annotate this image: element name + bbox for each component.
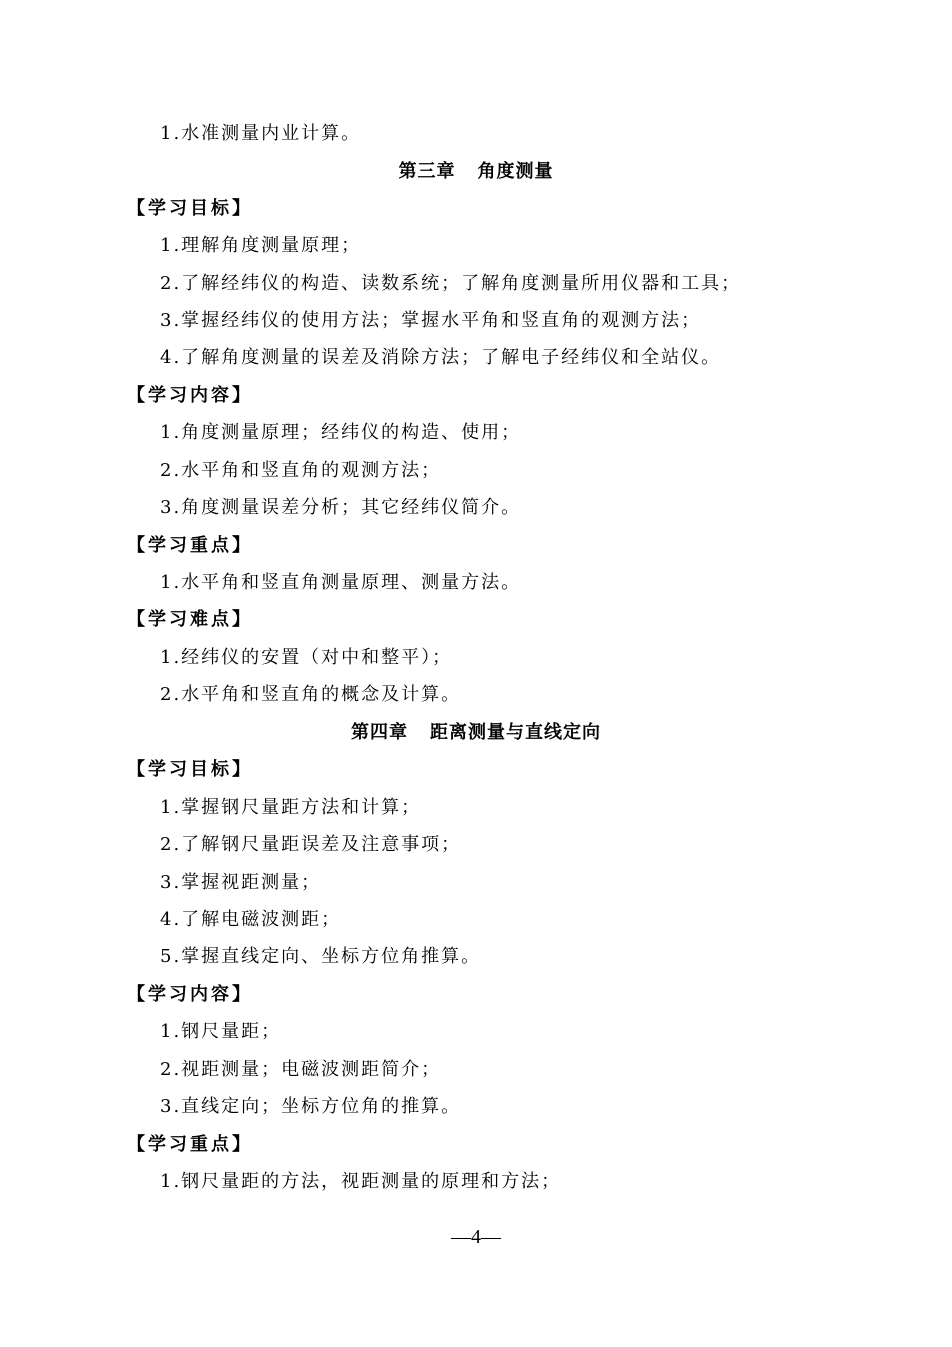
chapter-number: 第四章 (351, 722, 408, 743)
list-item: 1.掌握钢尺量距方法和计算； (160, 797, 422, 818)
list-item: 1.水准测量内业计算。 (160, 123, 362, 144)
list-item: 3.角度测量误差分析；其它经纬仪简介。 (160, 497, 522, 518)
list-item: 1.角度测量原理；经纬仪的构造、使用； (160, 422, 522, 443)
list-item: 2.视距测量；电磁波测距简介； (160, 1059, 442, 1080)
list-item: 1.钢尺量距； (160, 1021, 282, 1042)
list-item: 1.经纬仪的安置（对中和整平）； (160, 647, 453, 668)
list-item: 4.了解电磁波测距； (160, 909, 342, 930)
chapter-name: 角度测量 (477, 161, 554, 182)
list-item: 2.水平角和竖直角的观测方法； (160, 460, 442, 481)
chapter-title (0, 160, 952, 184)
section-heading: 【学习内容】 (127, 385, 253, 406)
list-item: 3.掌握经纬仪的使用方法；掌握水平角和竖直角的观测方法； (160, 310, 702, 331)
list-item: 3.掌握视距测量； (160, 872, 322, 893)
section-heading: 【学习目标】 (127, 759, 253, 780)
chapter-title (0, 721, 952, 745)
section-heading: 【学习内容】 (127, 984, 253, 1005)
list-item: 2.了解经纬仪的构造、读数系统；了解角度测量所用仪器和工具； (160, 273, 742, 294)
page-number: —4— (451, 1226, 501, 1248)
list-item: 2.水平角和竖直角的概念及计算。 (160, 684, 462, 705)
list-item: 1.钢尺量距的方法，视距测量的原理和方法； (160, 1171, 562, 1192)
list-item: 1.水平角和竖直角测量原理、测量方法。 (160, 572, 522, 593)
list-item: 3.直线定向；坐标方位角的推算。 (160, 1096, 462, 1117)
section-heading: 【学习目标】 (127, 198, 253, 219)
list-item: 4.了解角度测量的误差及消除方法；了解电子经纬仪和全站仪。 (160, 347, 722, 368)
list-item: 1.理解角度测量原理； (160, 235, 362, 256)
section-heading: 【学习重点】 (127, 1134, 253, 1155)
chapter-number: 第三章 (398, 161, 456, 182)
section-heading: 【学习重点】 (127, 535, 253, 556)
chapter-name: 距离测量与直线定向 (430, 722, 601, 743)
list-item: 5.掌握直线定向、坐标方位角推算。 (160, 946, 482, 967)
section-heading: 【学习难点】 (127, 609, 253, 630)
list-item: 2.了解钢尺量距误差及注意事项； (160, 834, 462, 855)
